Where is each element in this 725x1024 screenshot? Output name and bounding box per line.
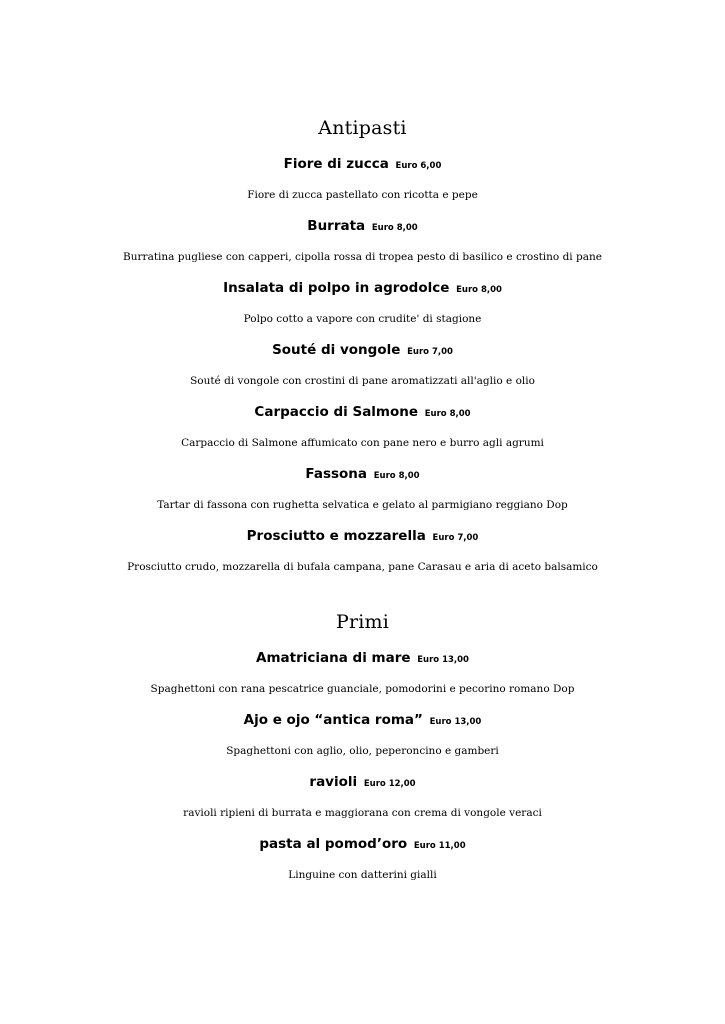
item-price: Euro 8,00 <box>373 471 420 481</box>
item-name: Fassona <box>305 466 368 482</box>
menu-item <box>0 217 725 264</box>
menu-item <box>0 649 725 696</box>
item-description: Linguine con datterini gialli <box>288 869 437 881</box>
item-price: Euro 12,00 <box>363 779 416 789</box>
item-name: ravioli <box>309 774 358 790</box>
menu-item <box>0 773 725 820</box>
item-description: Spaghettoni con rana pescatrice guanciale, pomodorini e pecorino romano Dop <box>150 683 575 695</box>
item-price: Euro 6,00 <box>395 161 442 171</box>
menu-item <box>0 465 725 512</box>
item-name: pasta al pomod’oro <box>259 836 408 852</box>
item-list <box>0 649 725 882</box>
item-description: Fiore di zucca pastellato con ricotta e pepe <box>247 189 478 201</box>
item-name: Insalata di polpo in agrodolce <box>223 280 450 296</box>
item-price: Euro 8,00 <box>424 409 471 419</box>
item-price: Euro 13,00 <box>417 655 469 665</box>
item-price: Euro 7,00 <box>407 347 453 357</box>
section-primi <box>0 610 725 882</box>
item-list <box>0 155 725 574</box>
menu-item <box>0 155 725 202</box>
item-price: Euro 8,00 <box>371 223 418 233</box>
item-description: Prosciutto crudo, mozzarella di bufala campana, pane Carasau e aria di aceto balsamico <box>127 561 598 573</box>
item-description: Carpaccio di Salmone affumicato con pane nero e burro agli agrumi <box>181 437 544 449</box>
item-price: Euro 13,00 <box>429 717 482 727</box>
item-description: Polpo cotto a vapore con crudite' di stagione <box>243 313 482 325</box>
item-name: Fiore di zucca <box>283 156 389 172</box>
item-description: Souté di vongole con crostini di pane aromatizzati all'aglio e olio <box>190 375 535 387</box>
item-description: Tartar di fassona con rughetta selvatica e gelato al parmigiano reggiano Dop <box>157 499 568 511</box>
menu-item <box>0 835 725 882</box>
section-antipasti <box>0 116 725 574</box>
menu-item <box>0 527 725 574</box>
item-description: Spaghettoni con aglio, olio, peperoncino e gamberi <box>226 745 499 757</box>
item-name: Burrata <box>307 218 366 234</box>
item-description: Burratina pugliese con capperi, cipolla rossa di tropea pesto di basilico e crostino di pane <box>123 251 602 263</box>
item-price: Euro 7,00 <box>432 533 479 543</box>
item-name: Amatriciana di mare <box>256 650 411 666</box>
section-title: Primi <box>335 611 390 633</box>
section-title: Antipasti <box>318 117 407 139</box>
item-name: Carpaccio di Salmone <box>254 404 419 420</box>
item-price: Euro 8,00 <box>456 285 502 295</box>
item-name: Prosciutto e mozzarella <box>246 528 426 544</box>
item-name: Ajo e ojo “antica roma” <box>243 712 423 728</box>
item-description: ravioli ripieni di burrata e maggiorana con crema di vongole veraci <box>183 807 542 819</box>
menu-item <box>0 341 725 388</box>
menu-item <box>0 279 725 326</box>
menu-item <box>0 711 725 758</box>
item-name: Souté di vongole <box>272 342 401 358</box>
menu-item <box>0 403 725 450</box>
item-price: Euro 11,00 <box>413 841 466 851</box>
